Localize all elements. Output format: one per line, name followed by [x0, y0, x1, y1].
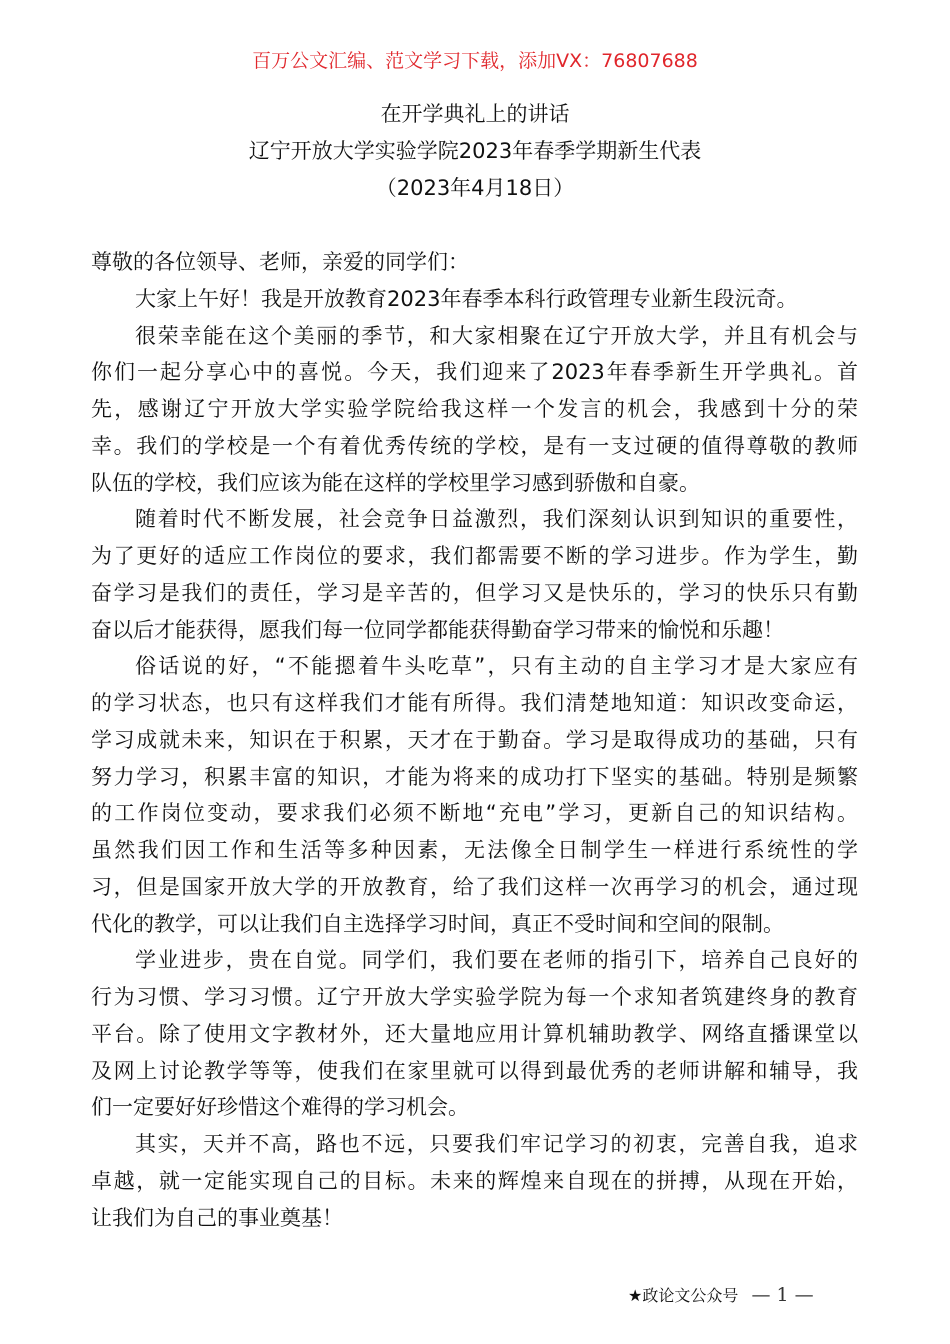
watermark-banner: 百万公文汇编、范文学习下载，添加VX：76807688	[252, 50, 698, 72]
text-line: 随着时代不断发展，社会竞争日益激烈，我们深刻认识到知识的重要性，	[135, 507, 858, 532]
paragraph	[91, 501, 858, 648]
text-line: 很荣幸能在这个美丽的季节，和大家相聚在辽宁开放大学，并且有机会与	[135, 323, 858, 348]
document-title: 在开学典礼上的讲话	[380, 102, 570, 126]
text-line: 你们一起分享心中的喜悦。今天，我们迎来了2023年春季新生开学典礼。首	[91, 360, 858, 385]
text-line: 其实，天并不高，路也不远，只要我们牢记学习的初衷，完善自我，追求	[135, 1132, 858, 1156]
text-line: 的工作岗位变动，要求我们必须不断地“充电”学习，更新自己的知识结构。	[91, 801, 858, 826]
text-line: 学业进步，贵在自觉。同学们，我们要在老师的指引下，培养自己良好的	[135, 948, 858, 973]
text-line: 大家上午好！我是开放教育2023年春季本科行政管理专业新生段沅奇。	[135, 286, 798, 311]
text-line: 行为习惯、学习习惯。辽宁开放大学实验学院为每一个求知者筑建终身的教育	[91, 985, 858, 1009]
text-line: 尊敬的各位领导、老师，亲爱的同学们：	[91, 250, 469, 274]
text-line: 奋学习是我们的责任，学习是辛苦的，但学习又是快乐的，学习的快乐只有勤	[91, 580, 858, 605]
text-line: 代化的教学，可以让我们自主选择学习时间，真正不受时间和空间的限制。	[91, 911, 784, 936]
document-subtitle: 辽宁开放大学实验学院2023年春季学期新生代表	[248, 139, 702, 163]
document-date: （2023年4月18日）	[375, 176, 575, 200]
paragraph	[91, 1126, 858, 1236]
paragraph	[91, 318, 858, 502]
text-line: 习，但是国家开放大学的开放教育，给了我们这样一次再学习的机会，通过现	[91, 874, 858, 899]
paragraph	[91, 942, 858, 1126]
page-footer	[628, 1283, 814, 1306]
text-line: 学习成就未来，知识在于积累，天才在于勤奋。学习是取得成功的基础，只有	[91, 727, 858, 752]
text-line: 幸。我们的学校是一个有着优秀传统的学校，是有一支过硬的值得尊敬的教师	[91, 433, 858, 458]
paragraph	[91, 244, 858, 281]
text-line: 的学习状态，也只有这样我们才能有所得。我们清楚地知道：知识改变命运，	[91, 691, 858, 715]
text-line: 队伍的学校，我们应该为能在这样的学校里学习感到骄傲和自豪。	[91, 470, 700, 495]
text-line: 虽然我们因工作和生活等多种因素，无法像全日制学生一样进行系统性的学	[91, 838, 858, 862]
text-line: 俗话说的好，“不能摁着牛头吃草”，只有主动的自主学习才是大家应有	[135, 654, 858, 679]
text-line: 为了更好的适应工作岗位的要求，我们都需要不断的学习进步。作为学生，勤	[91, 544, 858, 568]
document-body	[91, 244, 858, 1236]
text-line: 让我们为自己的事业奠基！	[91, 1205, 343, 1230]
text-line: 先，感谢辽宁开放大学实验学院给我这样一个发言的机会，我感到十分的荣	[91, 397, 858, 421]
text-line: 及网上讨论教学等等，使我们在家里就可以得到最优秀的老师讲解和辅导，我	[91, 1058, 858, 1083]
paragraph	[91, 281, 858, 318]
text-line: 努力学习，积累丰富的知识，才能为将来的成功打下坚实的基础。特别是频繁	[91, 764, 858, 789]
paragraph	[91, 648, 858, 942]
text-line: 卓越，就一定能实现自己的目标。未来的辉煌来自现在的拼搏，从现在开始，	[91, 1168, 858, 1193]
text-line: 奋以后才能获得，愿我们每一位同学都能获得勤奋学习带来的愉悦和乐趣！	[91, 617, 784, 642]
footer-source: ★政论文公众号	[628, 1286, 739, 1305]
text-line: 平台。除了使用文字教材外，还大量地应用计算机辅助教学、网络直播课堂以	[91, 1021, 858, 1046]
text-line: 们一定要好好珍惜这个难得的学习机会。	[91, 1095, 469, 1120]
page-number: — 1 —	[751, 1284, 814, 1306]
